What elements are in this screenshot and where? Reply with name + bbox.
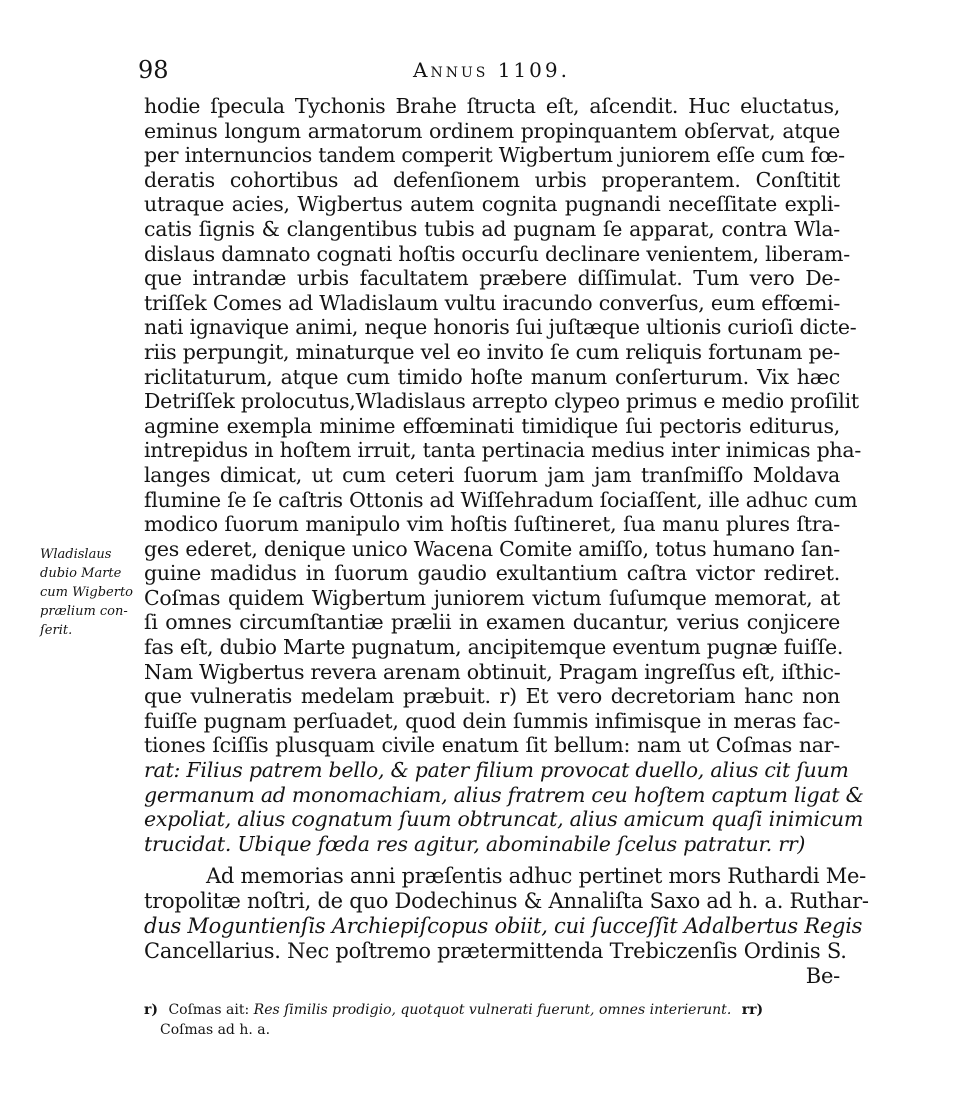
paragraph-line: fuiſſe pugnam perſuadet, quod dein ſummis infimisque in meras fac- — [144, 708, 840, 733]
paragraph-line: Nam Wigbertus revera arenam obtinuit, Pragam ingreſſus eſt, iſthic- — [144, 659, 841, 684]
margin-note-line: prælium con- — [40, 604, 128, 619]
footnote-rr: Coſmas ad h. a. — [160, 1022, 271, 1038]
footnote-r — [144, 1000, 840, 1020]
paragraph-line: Detriſſek prolocutus,Wladislaus arrepto clypeo primus e medio proſilit — [144, 389, 859, 414]
paragraph-line: nati ignavique animi, neque honoris ſui juſtæque ultionis curioſi dicte- — [144, 315, 857, 340]
footnote-mark: rr) — [741, 1002, 764, 1018]
paragraph-line: hodie ſpecula Tychonis Brahe ſtructa eſt, aſcendit. Huc eluctatus, — [144, 94, 840, 118]
paragraph-line: triſſek Comes ad Wladislaum vultu iracundo converſus, eum effœmi- — [144, 290, 840, 315]
footnote-mark: r) — [144, 1002, 158, 1018]
paragraph-line: agmine exempla minime effœminati timidique ſui pectoris editurus, — [144, 413, 840, 438]
page-number: 98 — [138, 56, 169, 84]
margin-note — [40, 545, 140, 640]
paragraph-line: eminus longum armatorum ordinem propinquantem obſervat, atque — [144, 118, 840, 143]
paragraph-line: deratis cohortibus ad defenſionem urbis properantem. Conſtitit — [144, 167, 840, 192]
paragraph-line: dislaus damnato cognati hoſtis occurſu declinare venientem, liberam- — [144, 241, 850, 266]
paragraph-line: riis perpungit, minaturque vel eo invito ſe cum reliquis fortunam pe- — [144, 339, 840, 364]
quotation-line: expoliat, alius cognatum ſuum obtruncat, alius amicum quaſi inimicum — [144, 807, 864, 832]
margin-note-line: cum Wigberto — [40, 585, 134, 600]
footnote-quote: Res ſimilis prodigio, quotquot vulnerati fuerunt, omnes interierunt. — [253, 1002, 732, 1018]
quotation-line: trucidat. Ubique fœda res agitur, abominabile ſcelus patratur. rr) — [144, 831, 806, 856]
margin-note-line: ſerit. — [40, 623, 73, 638]
paragraph-line: Cancellarius. Nec poſtremo prætermittenda Trebiczenſis Ordinis S. — [144, 939, 847, 963]
margin-note-line: Wladislaus — [40, 547, 112, 562]
catchword: Be- — [805, 964, 840, 988]
paragraph-line: utraque acies, Wigbertus autem cognita pugnandi neceſſitate expli- — [144, 192, 840, 217]
paragraph-line: ges ederet, denique unico Wacena Comite amiſſo, totus humano ſan- — [144, 536, 840, 561]
page-header — [138, 56, 838, 90]
paragraph-line: flumine ſe ſe caſtris Ottonis ad Wiſſehradum ſociaſſent, ille adhuc cum — [144, 487, 858, 512]
paragraph-line: que vulneratis medelam præbuit. r) Et vero decretoriam hanc non — [144, 684, 840, 709]
running-title: Annus 1109. — [413, 58, 570, 82]
paragraph-line: per internuncios tandem comperit Wigbertum juniorem eſſe cum fœ- — [144, 143, 845, 168]
footnotes — [144, 1000, 840, 1040]
paragraph-line: ſi omnes circumſtantiæ prælii in examen ducantur, verius conjicere — [144, 610, 840, 635]
paragraph-line: catis ſignis & clangentibus tubis ad pugnam ſe apparat, contra Wla- — [144, 216, 840, 241]
paragraph-line: fas eſt, dubio Marte pugnatum, ancipitemque eventum pugnæ fuiſſe. — [144, 635, 844, 660]
paragraph-line: tiones ſciſſis plusquam civile enatum ſit bellum: nam ut Coſmas nar- — [144, 733, 840, 758]
margin-note-line: dubio Marte — [40, 566, 122, 581]
quotation-line: rat: Filius patrem bello, & pater filium provocat duello, alius cit ſuum — [144, 758, 849, 783]
paragraph-line: riclitaturum, atque cum timido hoſte manum conſerturum. Vix hæc — [144, 364, 840, 389]
second-paragraph — [144, 864, 869, 989]
paragraph-line: guine madidus in ſuorum gaudio exultantium caſtra victor rediret. — [144, 561, 840, 586]
quotation-line: germanum ad monomachiam, alius fratrem ceu hoſtem captum ligat & — [144, 782, 864, 807]
paragraph-line: Ad memorias anni præſentis adhuc pertinet mors Ruthardi Me- — [206, 864, 867, 888]
paragraph-line: modico ſuorum manipulo vim hoſtis ſuſtineret, ſua manu plures ſtra- — [144, 512, 840, 537]
paragraph-line: dus Moguntienſis Archiepiſcopus obiit, cui ſucceſſit Adalbertus Regis — [144, 914, 863, 938]
paragraph-line: intrepidus in hoſtem irruit, tanta pertinacia medius inter inimicas pha- — [144, 438, 862, 463]
paragraph-line: que intrandæ urbis facultatem præbere diſſimulat. Tum vero De- — [144, 266, 840, 291]
main-paragraph — [144, 94, 864, 856]
paragraph-line: Coſmas quidem Wigbertum juniorem victum ſuſumque memorat, at — [144, 585, 840, 610]
paragraph-line: tropolitæ noſtri, de quo Dodechinus & Annaliſta Saxo ad h. a. Ruthar- — [144, 889, 869, 913]
footnote-lead: Coſmas ait: — [168, 1002, 250, 1018]
paragraph-line: langes dimicat, ut cum ceteri ſuorum jam jam tranſmiſſo Moldava — [144, 462, 840, 487]
